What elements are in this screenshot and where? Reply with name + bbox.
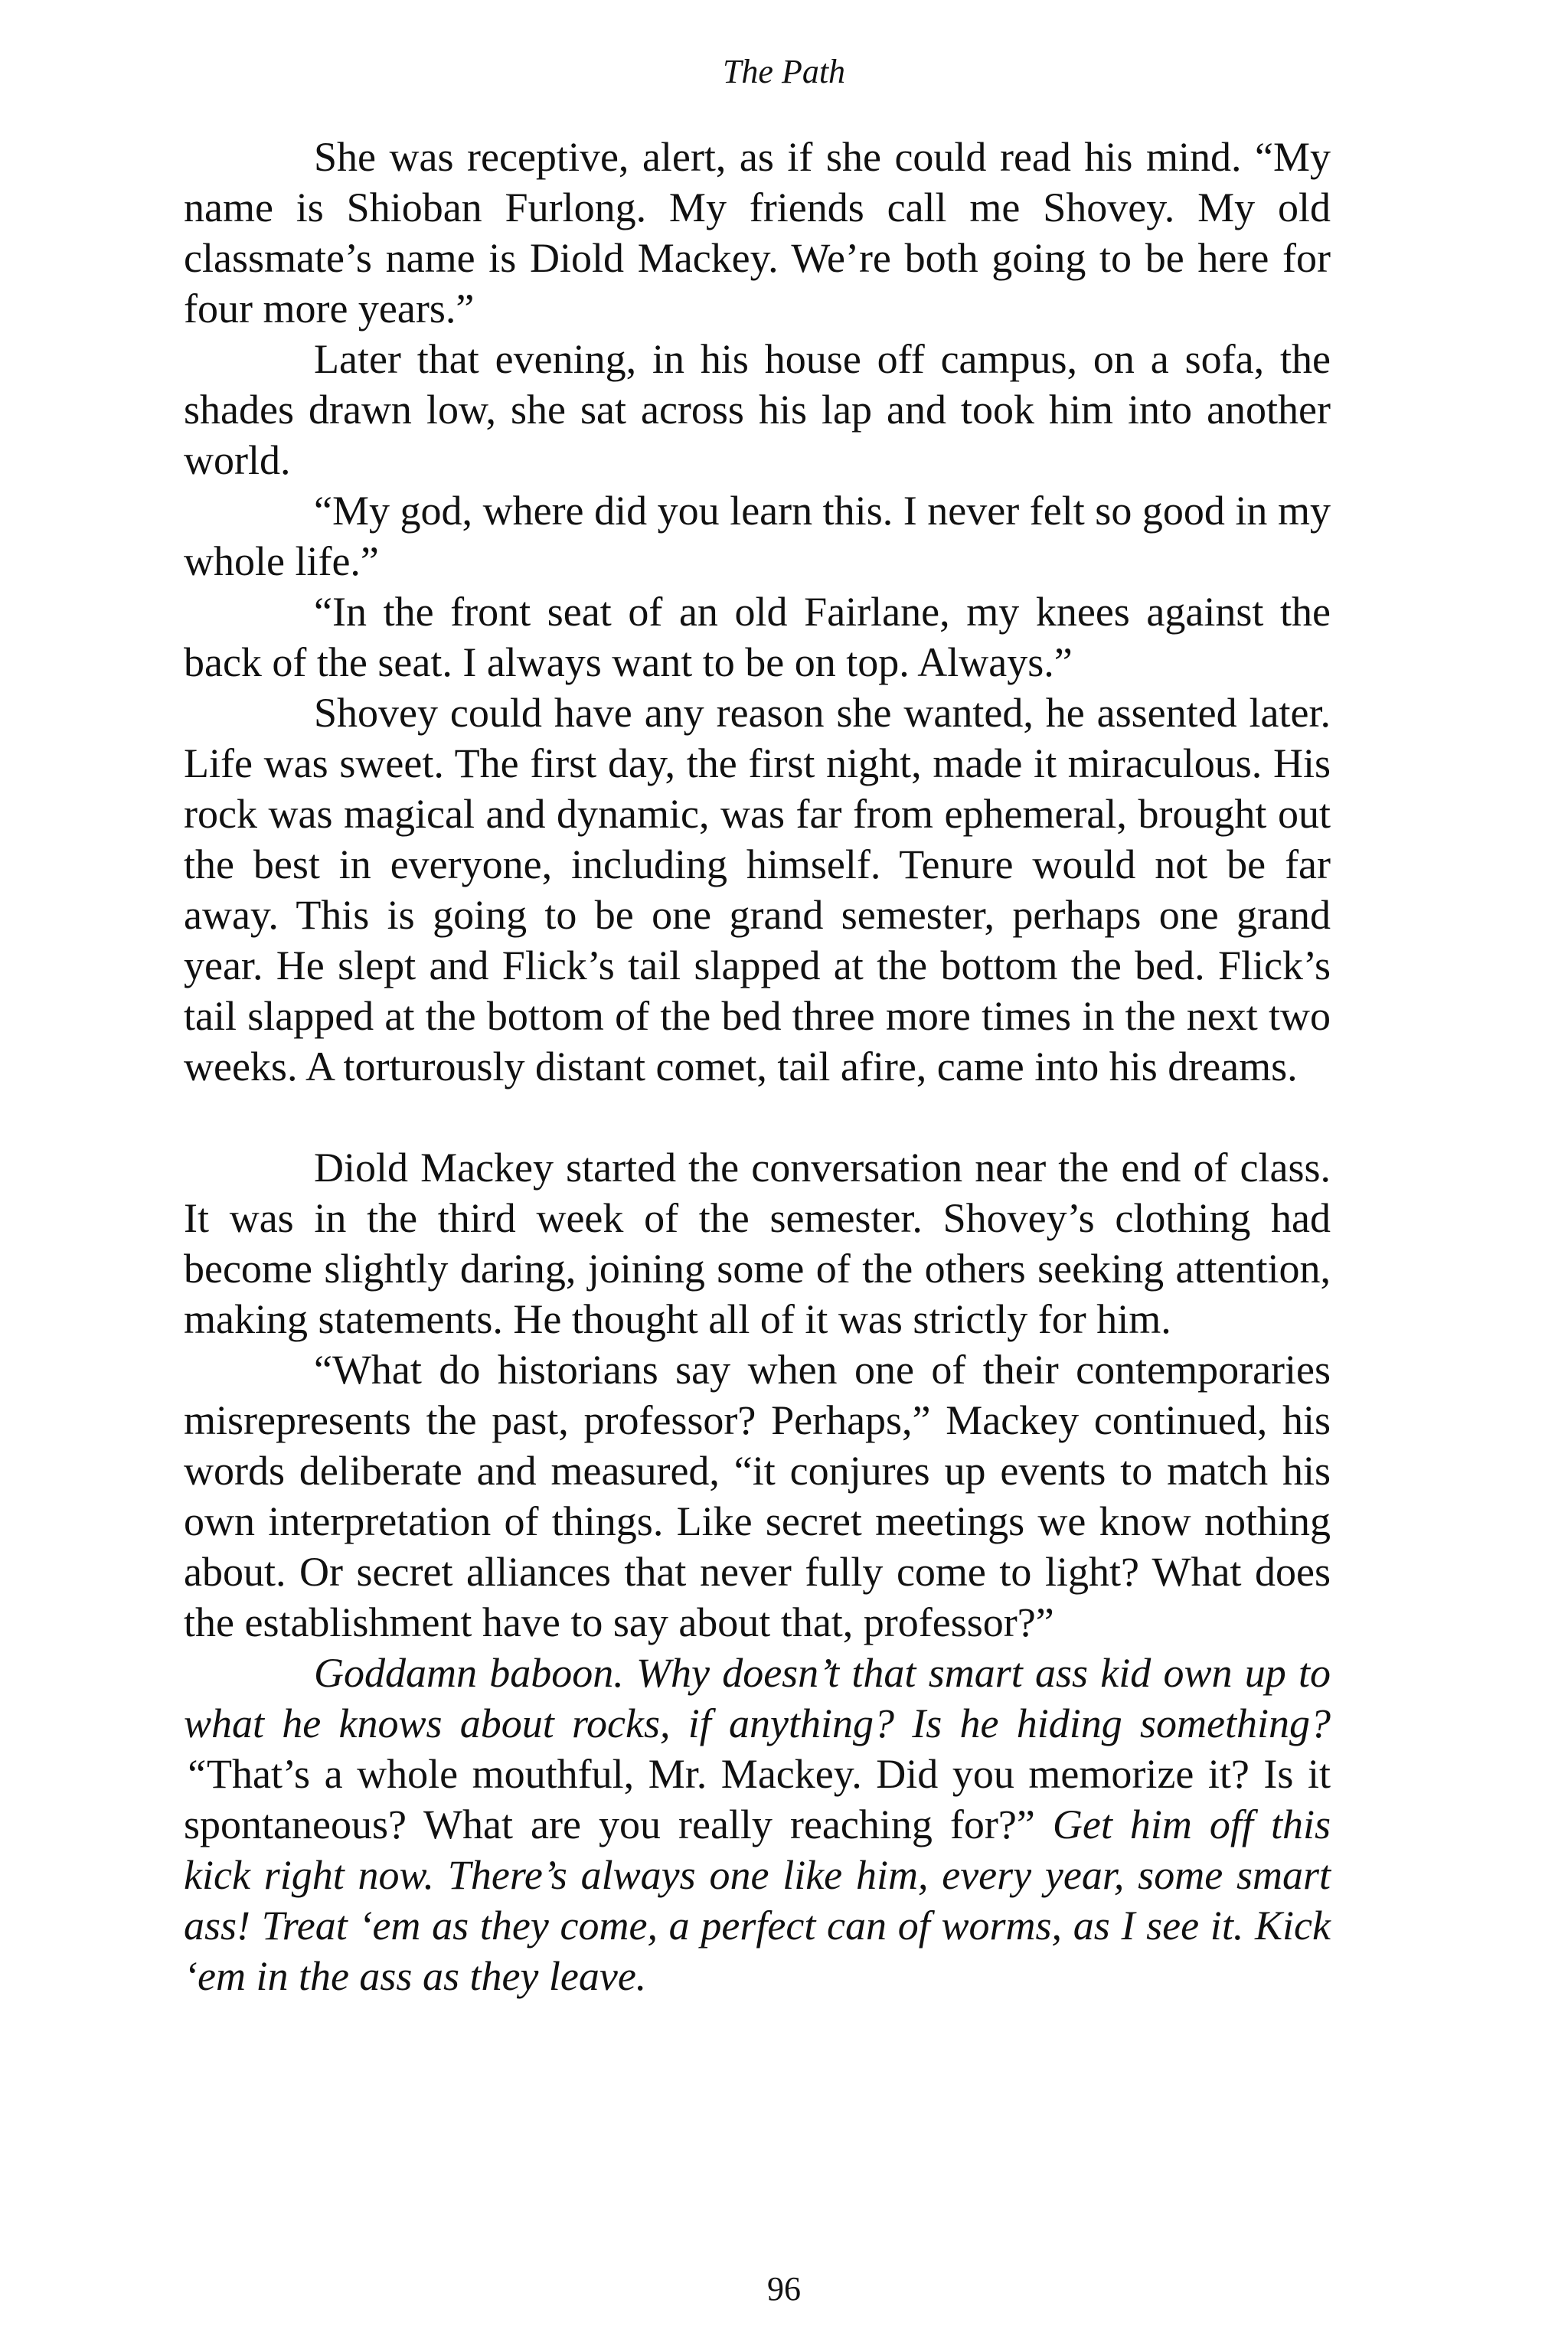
paragraph: Later that evening, in his house off campus, on a sofa, the shades drawn low, she sat across his lap and took him into another world. [184, 336, 1331, 483]
paragraph: “In the front seat of an old Fairlane, my knees against the back of the seat. I always want to be on top. Always.” [184, 589, 1331, 685]
paragraph: “What do historians say when one of their contemporaries misrepresents the past, professor? Perhaps,” Mackey continued, his words deliberate and measured, “it conjures up events to match his own interpretation of things. Like secret meetings we know nothing about. Or secret alliances that never fully come to light? What does the establishment have to say about that, professor?” [184, 1347, 1331, 1645]
body-text [184, 132, 1331, 2001]
italic-thought: Get him off this kick right now. There’s always one like him, every year, some smart ass! Treat ‘em as they come, a perfect can of worms, as I see it. Kick ‘em in the ass as they leave. [184, 1802, 1331, 1999]
paragraph-mixed [184, 1648, 1331, 2001]
dialogue-text: That’s a whole mouthful, Mr. Mackey. Did you memorize it? Is it spontaneous? What are you really reaching for?” [184, 1751, 1331, 1847]
paragraph: Diold Mackey started the conversation near the end of class. It was in the third week of the semester. Shovey’s clothing had become slightly daring, joining some of the others seeking attention, making statements. He thought all of it was strictly for him. [184, 1145, 1331, 1342]
paragraph: “My god, where did you learn this. I never felt so good in my whole life.” [184, 488, 1331, 584]
page-number: 96 [767, 2270, 801, 2308]
paragraph: Shovey could have any reason she wanted, he assented later. Life was sweet. The first day, the first night, made it miraculous. His rock was magical and dynamic, was far from ephemeral, brought out the best in everyone, including himself. Tenure would not be far away. This is going to be one grand semester, perhaps one grand year. He slept and Flick’s tail slapped at the bottom the bed. Flick’s tail slapped at the bottom of the bed three more times in the next two weeks. A torturously distant comet, tail afire, came into his dreams. [184, 690, 1331, 1089]
running-head: The Path [722, 53, 846, 90]
paragraph: She was receptive, alert, as if she could read his mind. “My name is Shioban Furlong. My friends call me Shovey. My old classmate’s name is Diold Mackey. We’re both going to be here for four more years.” [184, 134, 1331, 332]
italic-thought: Goddamn baboon. Why doesn’t that smart ass kid own up to what he knows about rocks, if anything? Is he hiding something? “ [184, 1650, 1331, 1797]
